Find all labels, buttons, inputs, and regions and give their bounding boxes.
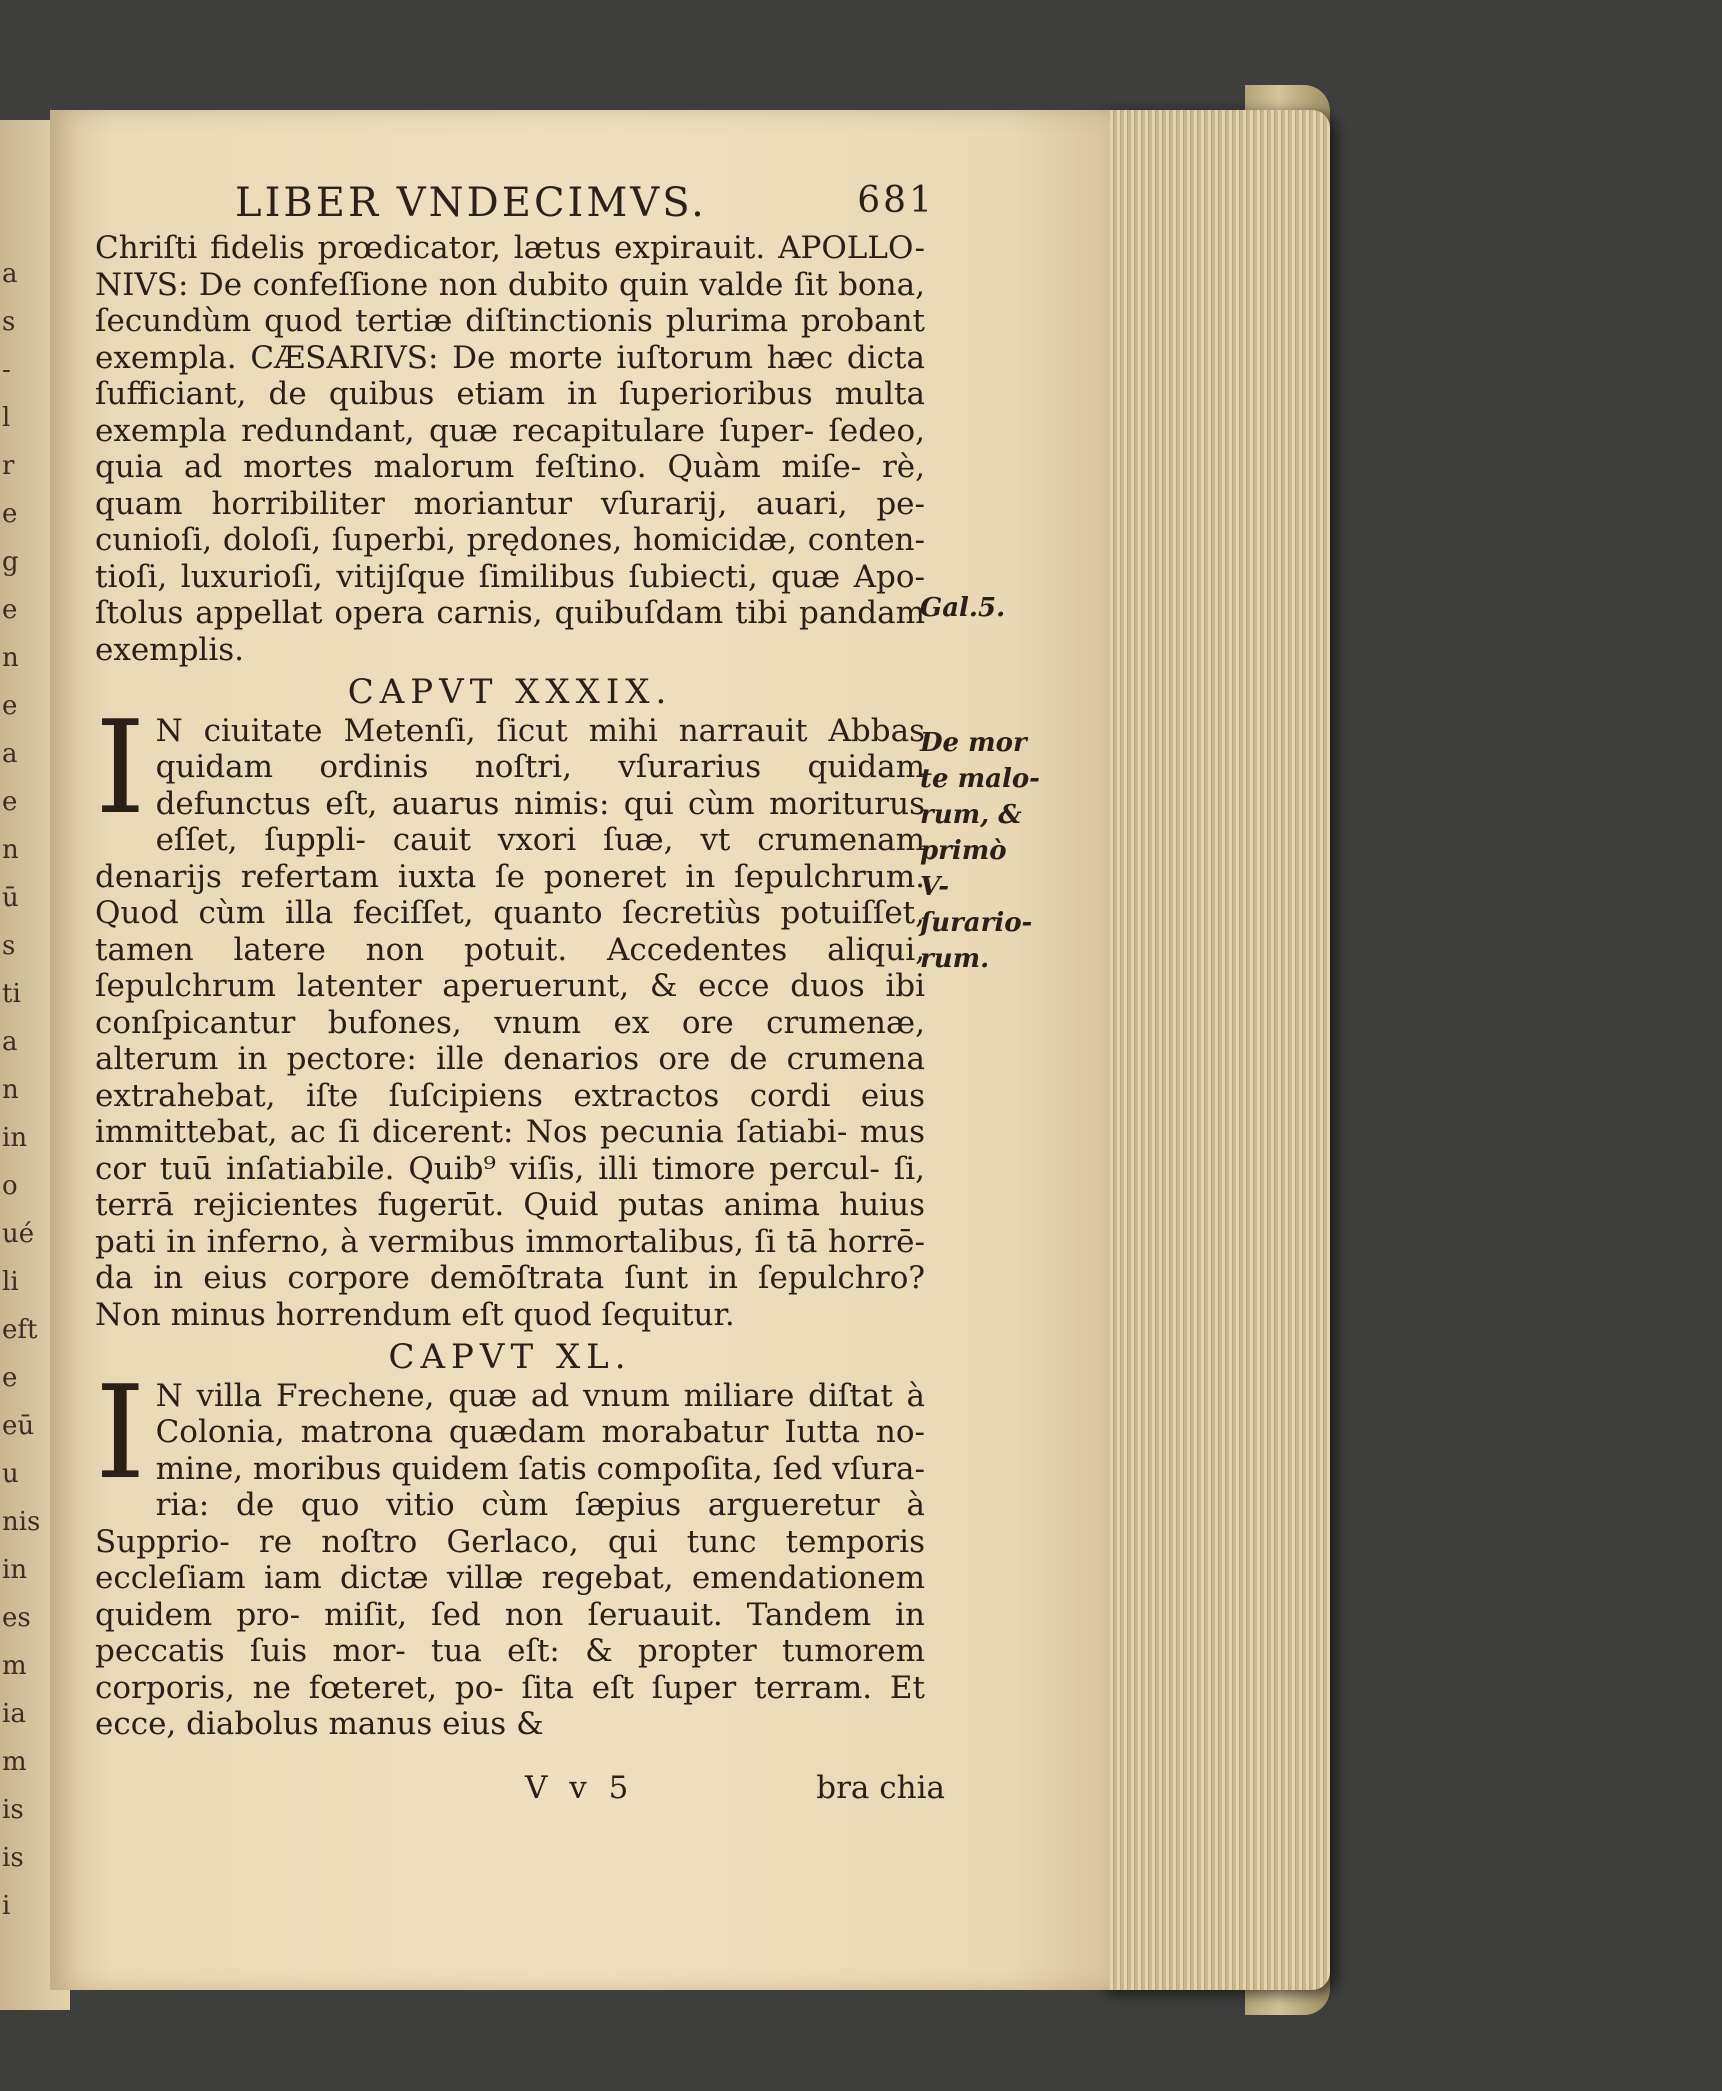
facing-page-fragment: a [2,739,18,769]
facing-page-fragment: - [2,355,11,385]
facing-page-fragment: a [2,259,18,289]
chapter-40-heading: CAPVT XL. [388,1337,632,1377]
facing-page-fragment: e [2,1363,18,1393]
facing-page-fragment: n [2,1075,19,1105]
running-head [235,180,935,230]
facing-page-fragment: m [2,1651,27,1681]
facing-page-fragment: o [2,1171,18,1201]
facing-page-fragment: g [2,547,19,577]
facing-page-fragment: e [2,787,18,817]
running-title: LIBER VNDECIMVS. [235,180,707,226]
facing-page-fragment: eū [2,1411,35,1441]
facing-page-fragment: in [2,1123,28,1153]
facing-page-fragment: in [2,1555,28,1585]
facing-page-fragment: i [2,1891,11,1921]
margin-note-gal: Gal.5. [920,593,1006,623]
facing-page-fragment: ti [2,979,21,1009]
facing-page-fragment: s [2,307,16,337]
facing-page-fragment: u [2,1459,19,1489]
facing-page-fragment: es [2,1603,31,1633]
facing-page-fragment: e [2,595,18,625]
page-edges [1100,110,1330,1990]
facing-page-fragment: ué [2,1219,35,1249]
catchword: bra chia [816,1770,945,1806]
chapter-39-body [95,693,925,1334]
main-text [95,230,925,1743]
facing-page-fragment: ū [2,883,19,913]
drop-cap: I [95,693,146,843]
facing-page-fragment: is [2,1843,24,1873]
chapter-39-text: N ciuitate Metenſi, ſicut mihi narrauit Abbas quidam ordinis noſtri, vſurarius quidam defunctus eſt, auarus nimis: qui cùm moriturus eſſet, ſuppli- cauit vxori ſuæ, vt crumenam denarijs refertam iuxta ſe poneret in ſepulchrum. Quod cùm illa feciſſet, quanto ſecretiùs potuiſſet, tamen latere non potuit. Accedentes aliqui, ſepulchrum latenter aperuerunt, & ecce duos ibi conſpicantur bufones, vnum ex ore crumenæ, alterum in pectore: ille denarios ore de crumena extrahebat, iſte ſuſcipiens extractos cordi eius immittebat, ac ſi dicerent: Nos pecunia ſatiabi- mus cor tuū inſatiabile. Quib⁹ viſis, illi timore percul- ſi, terrā rejicientes fugerūt. Quid putas anima huius pati in inferno, à vermibus immortalibus, ſi tā horrē- da in eius corpore demōſtrata ſunt in ſepulchro? Non minus horrendum eſt quod ſequitur. [95,712,925,1333]
facing-page-fragment: s [2,931,16,961]
facing-page-fragment: m [2,1747,27,1777]
chapter-40-body [95,1358,925,1743]
facing-page-fragment: ia [2,1699,26,1729]
paragraph-intro: Chriſti fidelis prœdicator, lætus expirauit. APOLLO- NIVS: De confeſſione non dubito quin valde ſit bona, ſecundùm quod tertiæ diſtinctionis plurima probant exempla. CÆSARIVS: De morte iuſtorum hæc dicta ſufficiant, de quibus etiam in ſuperioribus multa exempla redundant, quæ recapitulare ſuper- ſedeo, quia ad mortes malorum feſtino. Quàm miſe- rè, quam horribiliter moriantur vſurarij, auari, pe- cunioſi, doloſi, ſuperbi, prędones, homicidæ, conten- tioſi, luxurioſi, vitijſque ſimilibus ſubiecti, quæ Apo- ſtolus appellat opera carnis, quibuſdam tibi pandam exemplis. [95,230,925,668]
facing-page-fragment: eft [2,1315,38,1345]
chapter-40-text: N villa Frechene, quæ ad vnum miliare diſtat à Colonia, matrona quædam morabatur Iutta no- mine, moribus quidem ſatis compoſita, ſed vſura- ria: de quo vitio cùm ſæpius argueretur à Supprio- re noſtro Gerlaco, qui tunc temporis eccleſiam iam dictæ villæ regebat, emendationem quidem pro- miſit, ſed non ſeruauit. Tandem in peccatis ſuis mor- tua eſt: & propter tumorem corporis, ne fœteret, po- ſita eſt ſuper terram. Et ecce, diabolus manus eius & [95,1377,925,1742]
facing-page-fragment: is [2,1795,24,1825]
facing-page-fragment: li [2,1267,19,1297]
facing-page-fragment: nis [2,1507,41,1537]
chapter-39-heading: CAPVT XXXIX. [347,672,673,712]
page-number: 681 [857,180,935,221]
margin-note-de-morte: De mor te malo- rum, & primò V- ſurario- rum. [920,728,1040,974]
facing-page-fragment: e [2,691,18,721]
facing-page-fragment: r [2,451,15,481]
facing-page-fragments [2,250,41,1930]
drop-cap: I [95,1358,146,1508]
facing-page-fragment: e [2,499,18,529]
facing-page-fragment: n [2,835,19,865]
facing-page-fragment: l [2,403,11,433]
facing-page-fragment: n [2,643,19,673]
signature-mark: V v 5 [525,1770,635,1806]
facing-page-fragment: a [2,1027,18,1057]
footer-line [95,1770,945,1810]
